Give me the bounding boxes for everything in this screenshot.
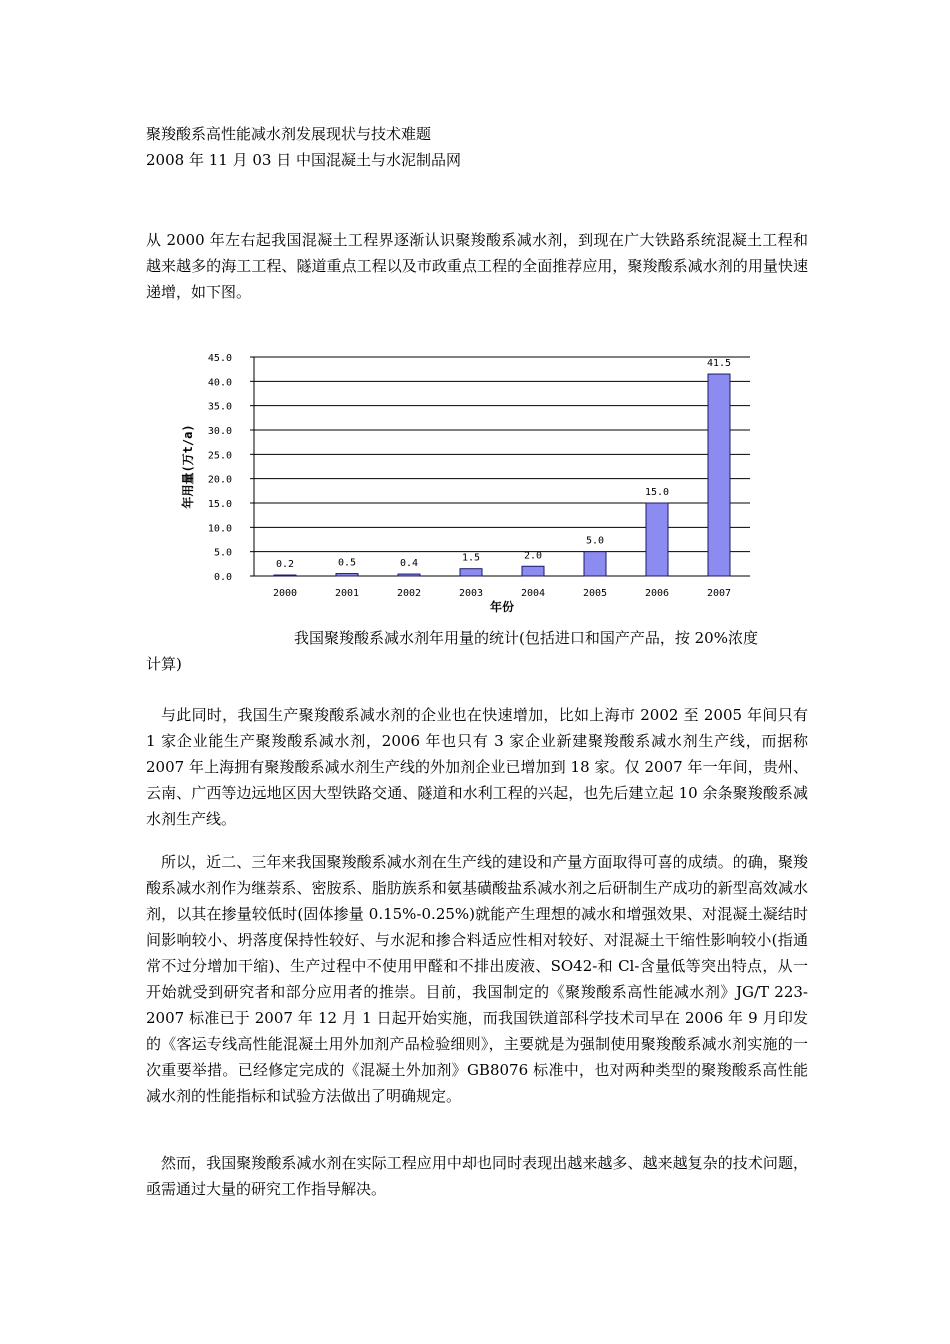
data-label-2007: 41.5 (706, 358, 732, 370)
data-label-2004: 2.0 (523, 550, 543, 562)
bar-2004 (522, 566, 544, 576)
y-tick-label: 35.0 (207, 401, 232, 413)
y-tick-label: 0.0 (213, 572, 232, 583)
document-date-source: 2008 年 11 月 03 日 中国混凝土与水泥制品网 (146, 151, 461, 169)
data-label-2005: 5.0 (585, 535, 605, 547)
x-tick-label-2001: 2001 (334, 588, 360, 599)
bar-2006 (646, 503, 668, 576)
y-tick-label: 45.0 (207, 353, 232, 364)
data-label-2006: 15.0 (644, 487, 670, 498)
data-label-2002: 0.4 (399, 558, 419, 570)
paragraph-enterprises: 与此同时，我国生产聚羧酸系减水剂的企业也在快速增加，比如上海市 2002 至 2005 年间只有 1 家企业能生产聚羧酸系减水剂，2006 年也只有 3 家企业新建聚羧酸系减水剂生产线，而据称 2007 年上海拥有聚羧酸系减水剂生产线的外加剂企业已增加到 18 家。仅 2007 年一年间，贵州、云南、广西等边远地区因大型铁路交通、隧道和水利工程的兴起，也先后建立起 10 余条聚羧酸系减水剂生产线。 (146, 706, 808, 828)
y-tick-label: 5.0 (213, 547, 232, 559)
x-tick-label-2000: 2000 (272, 588, 298, 599)
bar-2000 (274, 575, 296, 576)
chart-svg (172, 340, 772, 620)
x-tick-label-2006: 2006 (644, 588, 670, 599)
usage-bar-chart (172, 340, 772, 620)
bar-2002 (398, 574, 420, 576)
bar-2005 (584, 552, 606, 576)
y-tick-label: 25.0 (207, 450, 232, 462)
data-label-2001: 0.5 (337, 557, 357, 569)
x-tick-label-2003: 2003 (458, 588, 484, 599)
x-tick-label-2004: 2004 (520, 588, 546, 599)
paragraph-problems: 然而，我国聚羧酸系减水剂在实际工程应用中却也同时表现出越来越多、越来越复杂的技术问题，亟需通过大量的研究工作指导解决。 (146, 1154, 808, 1198)
y-axis-title: 年用量(万t/a) (181, 424, 195, 509)
chart-caption (146, 625, 808, 677)
chart-caption-tail: 计算) (146, 655, 182, 673)
x-tick-label-2005: 2005 (582, 588, 608, 599)
y-tick-label: 30.0 (207, 426, 232, 437)
y-tick-label: 15.0 (207, 499, 232, 510)
x-tick-label-2002: 2002 (396, 588, 422, 599)
paragraph-intro: 从 2000 年左右起我国混凝土工程界逐渐认识聚羧酸系减水剂，到现在广大铁路系统混凝土工程和越来越多的海工工程、隧道重点工程以及市政重点工程的全面推荐应用，聚羧酸系减水剂的用量快速递增，如下图。 (146, 231, 808, 301)
data-label-2000: 0.2 (275, 559, 295, 571)
y-tick-label: 20.0 (207, 474, 232, 486)
chart-caption-main: 我国聚羧酸系减水剂年用量的统计(包括进口和国产产品，按 20%浓度 (294, 629, 758, 647)
paragraph-achievements: 所以，近二、三年来我国聚羧酸系减水剂在生产线的建设和产量方面取得可喜的成绩。的确，聚羧酸系减水剂作为继萘系、密胺系、脂肪族系和氨基磺酸盐系减水剂之后研制生产成功的新型高效减水剂，以其在掺量较低时(固体掺量 0.15%-0.25%)就能产生理想的减水和增强效果、对混凝土凝结时间影响较小、坍落度保持性较好、与水泥和掺合料适应性相对较好、对混凝土干缩性影响较小(指通常不过分增加干缩)、生产过程中不使用甲醛和不排出废液、SO42-和 Cl-含量低等突出特点，从一开始就受到研究者和部分应用者的推崇。目前，我国制定的《聚羧酸系高性能减水剂》JG/T 223-2007 标准已于 2007 年 12 月 1 日起开始实施，而我国铁道部科学技术司早在 2006 年 9 月印发的《客运专线高性能混凝土用外加剂产品检验细则》，主要就是为强制使用聚羧酸系减水剂实施的一次重要举措。已经修定完成的《混凝土外加剂》GB8076 标准中，也对两种类型的聚羧酸系高性能减水剂的性能指标和试验方法做出了明确规定。 (146, 853, 808, 1105)
y-tick-label: 40.0 (207, 377, 232, 389)
document-title: 聚羧酸系高性能减水剂发展现状与技术难题 (146, 125, 432, 143)
bar-2007 (708, 374, 730, 576)
x-axis-title: 年份 (489, 600, 515, 614)
bar-2001 (336, 574, 358, 576)
bar-2003 (460, 569, 482, 576)
y-tick-label: 10.0 (207, 523, 232, 535)
x-tick-label-2007: 2007 (706, 588, 732, 599)
data-label-2003: 1.5 (461, 552, 481, 564)
